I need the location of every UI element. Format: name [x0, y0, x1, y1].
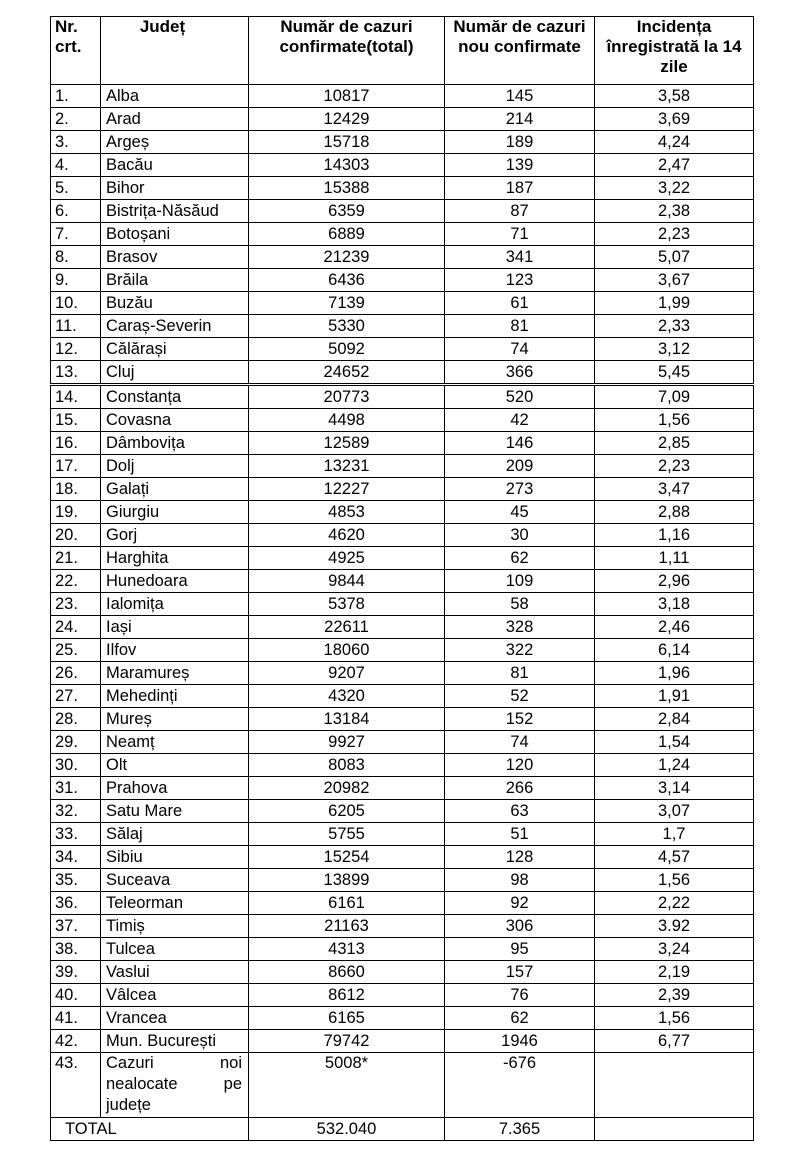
total-cases: 532.040: [249, 1118, 445, 1141]
cell-judet: Ilfov: [101, 639, 249, 662]
cell-incidence: 6,77: [595, 1030, 754, 1053]
cell-incidence: 2,39: [595, 984, 754, 1007]
table-row: [51, 685, 754, 708]
cell-new: 62: [445, 547, 595, 570]
table-row: [51, 432, 754, 455]
cell-new: 189: [445, 131, 595, 154]
cell-incidence: 5,45: [595, 361, 754, 385]
cell-nr: 40.: [51, 984, 101, 1007]
cell-nr: 27.: [51, 685, 101, 708]
cell-incidence: 1,96: [595, 662, 754, 685]
table-row: [51, 846, 754, 869]
cell-incidence: 2,46: [595, 616, 754, 639]
cell-incidence: 4,57: [595, 846, 754, 869]
cell-incidence: 3,22: [595, 177, 754, 200]
cell-total: 13184: [249, 708, 445, 731]
cell-incidence: 3,58: [595, 85, 754, 108]
cell-nr: 3.: [51, 131, 101, 154]
cell-new: 209: [445, 455, 595, 478]
cell-incidence: 1,56: [595, 409, 754, 432]
cell-total: 15388: [249, 177, 445, 200]
table-row: [51, 708, 754, 731]
cell-nr: 18.: [51, 478, 101, 501]
table-row: [51, 154, 754, 177]
cell-total: 8612: [249, 984, 445, 1007]
table-row: [51, 984, 754, 1007]
table-row: [51, 524, 754, 547]
cell-total: 6359: [249, 200, 445, 223]
cell-new: 128: [445, 846, 595, 869]
cell-judet: Prahova: [101, 777, 249, 800]
table-row: [51, 593, 754, 616]
cell-nr: 10.: [51, 292, 101, 315]
cell-nr: 29.: [51, 731, 101, 754]
cell-judet: Hunedoara: [101, 570, 249, 593]
cell-new: 341: [445, 246, 595, 269]
cell-incidence: 2,47: [595, 154, 754, 177]
cell-judet: Vâlcea: [101, 984, 249, 1007]
table-body: [51, 85, 754, 1141]
cell-judet: Mehedinți: [101, 685, 249, 708]
cell-incidence: 5,07: [595, 246, 754, 269]
cell-incidence: 2,33: [595, 315, 754, 338]
cell-new: 273: [445, 478, 595, 501]
cell-judet: Giurgiu: [101, 501, 249, 524]
cell-total: 18060: [249, 639, 445, 662]
cell-incidence: 1,11: [595, 547, 754, 570]
cell-total: 6161: [249, 892, 445, 915]
cell-total: 20773: [249, 385, 445, 409]
cell-total: 5330: [249, 315, 445, 338]
cell-total: 5008*: [249, 1053, 445, 1118]
cell-new: 187: [445, 177, 595, 200]
cell-new: 52: [445, 685, 595, 708]
cell-nr: 22.: [51, 570, 101, 593]
cell-judet: Maramureș: [101, 662, 249, 685]
cell-total: 13231: [249, 455, 445, 478]
cell-incidence: 3,47: [595, 478, 754, 501]
cell-incidence: 3,12: [595, 338, 754, 361]
cell-incidence: 3.92: [595, 915, 754, 938]
cell-total: 15254: [249, 846, 445, 869]
cell-nr: 13.: [51, 361, 101, 385]
cell-judet: Harghita: [101, 547, 249, 570]
table-row-unallocated: [51, 1053, 754, 1118]
table-row: [51, 915, 754, 938]
cell-total: 4498: [249, 409, 445, 432]
cell-incidence: 2,96: [595, 570, 754, 593]
cell-new: 266: [445, 777, 595, 800]
table-row: [51, 570, 754, 593]
table-row: [51, 777, 754, 800]
cell-new: 74: [445, 731, 595, 754]
cell-total: 22611: [249, 616, 445, 639]
cell-new: 520: [445, 385, 595, 409]
table-row: [51, 961, 754, 984]
cell-incidence: 1,7: [595, 823, 754, 846]
table-row: [51, 662, 754, 685]
cell-new: 58: [445, 593, 595, 616]
cell-incidence: 4,24: [595, 131, 754, 154]
cell-nr: 20.: [51, 524, 101, 547]
table-row: [51, 385, 754, 409]
cell-total: 7139: [249, 292, 445, 315]
table-row: [51, 478, 754, 501]
cell-judet: Tulcea: [101, 938, 249, 961]
cell-judet: Bistrița-Năsăud: [101, 200, 249, 223]
cell-judet: Neamț: [101, 731, 249, 754]
cell-total: 4620: [249, 524, 445, 547]
page: [50, 16, 754, 1141]
cell-judet: Iași: [101, 616, 249, 639]
cell-incidence: 1,16: [595, 524, 754, 547]
cell-nr: 23.: [51, 593, 101, 616]
cell-total: 5092: [249, 338, 445, 361]
cell-new: 81: [445, 662, 595, 685]
cell-new: 1946: [445, 1030, 595, 1053]
cell-judet: Ialomița: [101, 593, 249, 616]
cell-total: 21239: [249, 246, 445, 269]
cell-total: 9207: [249, 662, 445, 685]
cell-nr: 21.: [51, 547, 101, 570]
table-row: [51, 200, 754, 223]
cell-new: 71: [445, 223, 595, 246]
cell-incidence: 2,85: [595, 432, 754, 455]
cell-nr: 35.: [51, 869, 101, 892]
table-row-total: [51, 1118, 754, 1141]
cell-nr: 43.: [51, 1053, 101, 1118]
cell-incidence: 2,84: [595, 708, 754, 731]
table-row: [51, 177, 754, 200]
cell-nr: 41.: [51, 1007, 101, 1030]
cell-total: 8660: [249, 961, 445, 984]
header-incidence: Incidența înregistrată la 14 zile: [595, 17, 754, 85]
cell-judet: Vrancea: [101, 1007, 249, 1030]
table-row: [51, 131, 754, 154]
cell-nr: 6.: [51, 200, 101, 223]
table-row: [51, 823, 754, 846]
cell-judet: Sălaj: [101, 823, 249, 846]
table-row: [51, 547, 754, 570]
cell-judet: Teleorman: [101, 892, 249, 915]
cell-total: 5378: [249, 593, 445, 616]
cell-judet: Brăila: [101, 269, 249, 292]
table-row: [51, 800, 754, 823]
cell-new: 74: [445, 338, 595, 361]
cell-nr: 17.: [51, 455, 101, 478]
cell-nr: 2.: [51, 108, 101, 131]
cell-new: 51: [445, 823, 595, 846]
table-row: [51, 639, 754, 662]
cell-judet: Bihor: [101, 177, 249, 200]
table-row: [51, 1007, 754, 1030]
cell-nr: 32.: [51, 800, 101, 823]
cell-incidence: 3,67: [595, 269, 754, 292]
unallocated-line-3: județe: [106, 1096, 151, 1114]
cell-incidence: 1,91: [595, 685, 754, 708]
cell-judet: Sibiu: [101, 846, 249, 869]
table-row: [51, 361, 754, 385]
cell-total: 6165: [249, 1007, 445, 1030]
cell-new: 328: [445, 616, 595, 639]
table-row: [51, 223, 754, 246]
cell-total: 12429: [249, 108, 445, 131]
cell-total: 6436: [249, 269, 445, 292]
cell-total: 12589: [249, 432, 445, 455]
cell-new: 366: [445, 361, 595, 385]
cell-total: 15718: [249, 131, 445, 154]
cell-total: 6205: [249, 800, 445, 823]
cell-judet: Covasna: [101, 409, 249, 432]
cell-new: 146: [445, 432, 595, 455]
cell-nr: 36.: [51, 892, 101, 915]
cell-total: 8083: [249, 754, 445, 777]
cell-incidence: 2,23: [595, 223, 754, 246]
header-total-cases: Număr de cazuri confirmate(total): [249, 17, 445, 85]
cell-judet: Cluj: [101, 361, 249, 385]
cell-judet: Dolj: [101, 455, 249, 478]
cell-total: 4853: [249, 501, 445, 524]
covid-cases-table: [50, 16, 754, 1141]
unallocated-line-2: nealocate pe: [106, 1075, 242, 1093]
cell-new: 139: [445, 154, 595, 177]
table-row: [51, 292, 754, 315]
cell-total: 4320: [249, 685, 445, 708]
cell-nr: 42.: [51, 1030, 101, 1053]
table-row: [51, 892, 754, 915]
cell-total: 4313: [249, 938, 445, 961]
table-row: [51, 409, 754, 432]
table-row: [51, 938, 754, 961]
cell-nr: 5.: [51, 177, 101, 200]
cell-nr: 31.: [51, 777, 101, 800]
cell-total: 21163: [249, 915, 445, 938]
cell-nr: 28.: [51, 708, 101, 731]
cell-incidence: [595, 1053, 754, 1118]
cell-new: 87: [445, 200, 595, 223]
cell-new: 322: [445, 639, 595, 662]
cell-judet: Dâmbovița: [101, 432, 249, 455]
cell-total: 9927: [249, 731, 445, 754]
cell-new: 123: [445, 269, 595, 292]
cell-judet: Timiș: [101, 915, 249, 938]
cell-new: 145: [445, 85, 595, 108]
cell-judet: Mun. București: [101, 1030, 249, 1053]
cell-judet: Constanța: [101, 385, 249, 409]
cell-incidence: 3,18: [595, 593, 754, 616]
cell-nr: 9.: [51, 269, 101, 292]
cell-incidence: 3,07: [595, 800, 754, 823]
table-row: [51, 731, 754, 754]
cell-incidence: 7,09: [595, 385, 754, 409]
total-label: TOTAL: [51, 1118, 249, 1141]
header-nr: Nr. crt.: [51, 17, 101, 85]
cell-new: 214: [445, 108, 595, 131]
cell-judet: Satu Mare: [101, 800, 249, 823]
cell-nr: 26.: [51, 662, 101, 685]
cell-incidence: 1,54: [595, 731, 754, 754]
cell-incidence: 1,56: [595, 869, 754, 892]
cell-total: 9844: [249, 570, 445, 593]
cell-total: 13899: [249, 869, 445, 892]
table-row: [51, 338, 754, 361]
cell-total: 79742: [249, 1030, 445, 1053]
cell-nr: 38.: [51, 938, 101, 961]
cell-nr: 33.: [51, 823, 101, 846]
cell-new: 42: [445, 409, 595, 432]
cell-judet: [101, 1053, 249, 1118]
cell-nr: 14.: [51, 385, 101, 409]
cell-judet: Alba: [101, 85, 249, 108]
cell-new: 157: [445, 961, 595, 984]
cell-nr: 7.: [51, 223, 101, 246]
table-row: [51, 1030, 754, 1053]
cell-new: 120: [445, 754, 595, 777]
table-row: [51, 315, 754, 338]
cell-incidence: 3,14: [595, 777, 754, 800]
cell-new: 76: [445, 984, 595, 1007]
table-row: [51, 108, 754, 131]
cell-nr: 16.: [51, 432, 101, 455]
cell-new: 152: [445, 708, 595, 731]
cell-judet: Caraș-Severin: [101, 315, 249, 338]
cell-incidence: 2,19: [595, 961, 754, 984]
cell-judet: Suceava: [101, 869, 249, 892]
cell-nr: 25.: [51, 639, 101, 662]
cell-incidence: 2,22: [595, 892, 754, 915]
cell-new: 98: [445, 869, 595, 892]
cell-nr: 4.: [51, 154, 101, 177]
cell-judet: Călărași: [101, 338, 249, 361]
cell-total: 10817: [249, 85, 445, 108]
table-row: [51, 246, 754, 269]
cell-judet: Olt: [101, 754, 249, 777]
table-row: [51, 501, 754, 524]
header-new-cases: Număr de cazuri nou confirmate: [445, 17, 595, 85]
cell-nr: 34.: [51, 846, 101, 869]
cell-new: 61: [445, 292, 595, 315]
cell-nr: 12.: [51, 338, 101, 361]
table-row: [51, 85, 754, 108]
cell-new: 81: [445, 315, 595, 338]
unallocated-line-1: Cazuri noi: [106, 1054, 242, 1072]
cell-judet: Buzău: [101, 292, 249, 315]
cell-incidence: 3,24: [595, 938, 754, 961]
cell-judet: Bacău: [101, 154, 249, 177]
cell-judet: Argeș: [101, 131, 249, 154]
cell-total: 14303: [249, 154, 445, 177]
cell-incidence: 2,38: [595, 200, 754, 223]
header-judet: Județ: [101, 17, 249, 85]
cell-nr: 11.: [51, 315, 101, 338]
cell-new: -676: [445, 1053, 595, 1118]
cell-new: 92: [445, 892, 595, 915]
cell-nr: 1.: [51, 85, 101, 108]
cell-judet: Gorj: [101, 524, 249, 547]
cell-incidence: 6,14: [595, 639, 754, 662]
table-row: [51, 869, 754, 892]
cell-total: 6889: [249, 223, 445, 246]
cell-judet: Galați: [101, 478, 249, 501]
total-incidence: [595, 1118, 754, 1141]
cell-nr: 8.: [51, 246, 101, 269]
cell-new: 306: [445, 915, 595, 938]
cell-judet: Arad: [101, 108, 249, 131]
cell-nr: 19.: [51, 501, 101, 524]
header-row: [51, 17, 754, 85]
table-row: [51, 269, 754, 292]
cell-total: 5755: [249, 823, 445, 846]
table-row: [51, 455, 754, 478]
cell-incidence: 2,88: [595, 501, 754, 524]
cell-judet: Brasov: [101, 246, 249, 269]
cell-nr: 37.: [51, 915, 101, 938]
cell-judet: Vaslui: [101, 961, 249, 984]
cell-incidence: 1,24: [595, 754, 754, 777]
cell-new: 30: [445, 524, 595, 547]
table-row: [51, 616, 754, 639]
cell-new: 95: [445, 938, 595, 961]
cell-new: 62: [445, 1007, 595, 1030]
cell-total: 4925: [249, 547, 445, 570]
cell-judet: Botoșani: [101, 223, 249, 246]
cell-total: 24652: [249, 361, 445, 385]
cell-new: 63: [445, 800, 595, 823]
cell-nr: 24.: [51, 616, 101, 639]
cell-incidence: 1,99: [595, 292, 754, 315]
cell-judet: Mureș: [101, 708, 249, 731]
table-row: [51, 754, 754, 777]
cell-new: 45: [445, 501, 595, 524]
cell-nr: 39.: [51, 961, 101, 984]
total-new-cases: 7.365: [445, 1118, 595, 1141]
cell-new: 109: [445, 570, 595, 593]
cell-nr: 15.: [51, 409, 101, 432]
cell-total: 20982: [249, 777, 445, 800]
cell-incidence: 2,23: [595, 455, 754, 478]
cell-incidence: 3,69: [595, 108, 754, 131]
cell-nr: 30.: [51, 754, 101, 777]
cell-incidence: 1,56: [595, 1007, 754, 1030]
cell-total: 12227: [249, 478, 445, 501]
